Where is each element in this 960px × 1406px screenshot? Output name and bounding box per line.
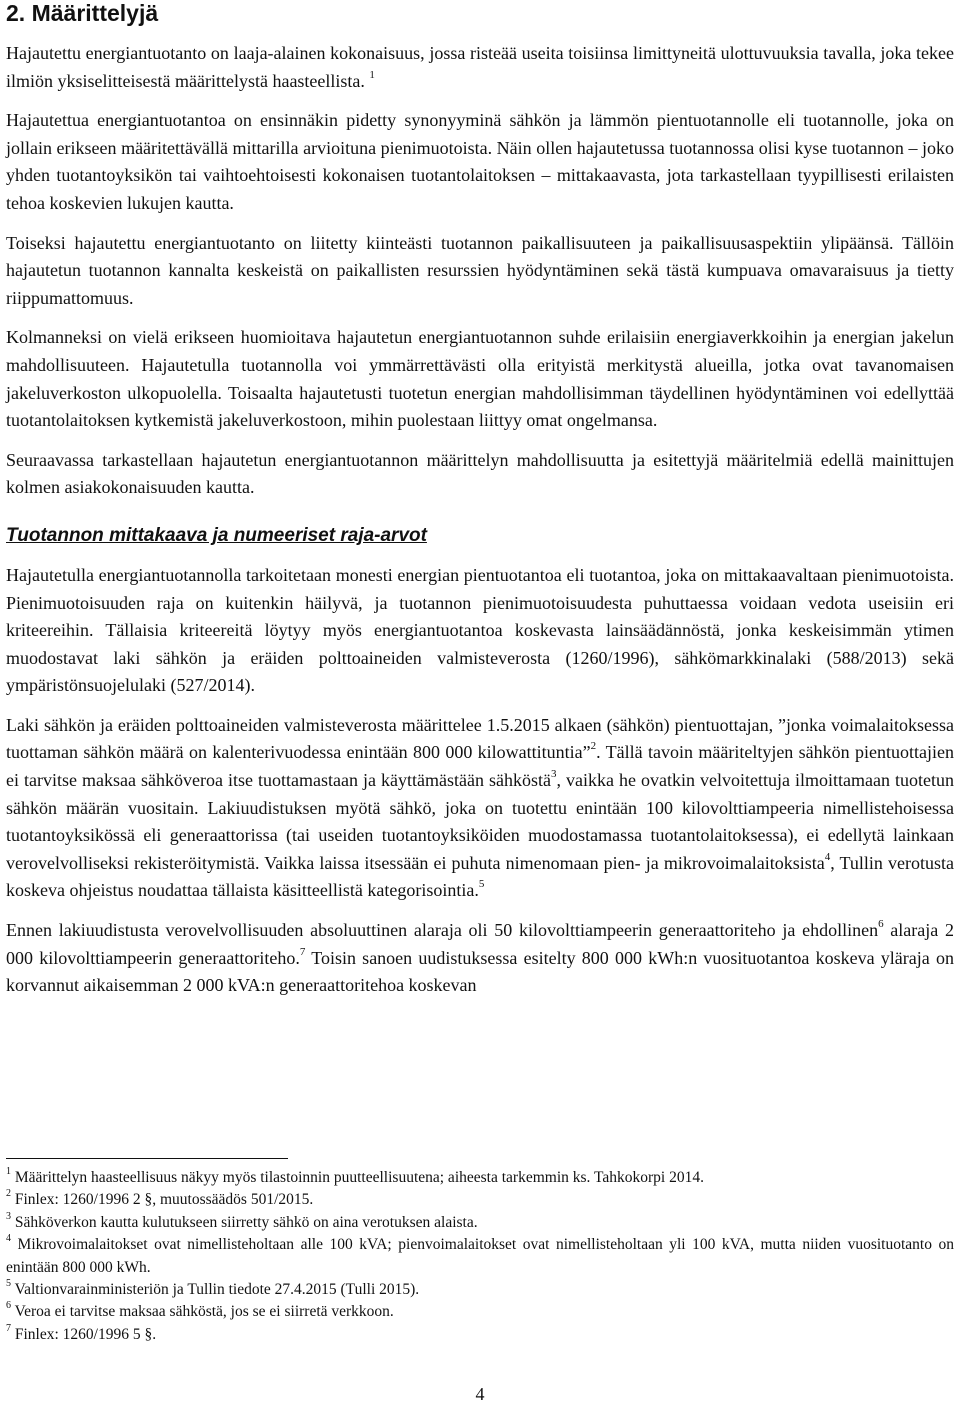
paragraph-8-text-a: Ennen lakiuudistusta verovelvollisuuden absoluuttinen alaraja oli 50 kilovolttiampeerin generaattoriteho ja ehdollinen: [6, 920, 879, 941]
footnote-number: 7: [6, 1322, 11, 1334]
footnote-2: [6, 1189, 954, 1211]
footnote-ref-7[interactable]: 7: [299, 945, 306, 958]
paragraph-7-text-b: . Tällä tavoin määriteltyjen sähkön pientuottajien ei tarvitse maksaa sähköveroa itse tuottamastaan ja käyttämästään sähköstä: [6, 742, 954, 791]
footnote-5: [6, 1279, 954, 1301]
footnote-ref-6[interactable]: 6: [878, 918, 884, 931]
footnote-text: Valtionvarainministeriön ja Tullin tiedote 27.4.2015 (Tulli 2015).: [14, 1281, 420, 1299]
footnote-text: Veroa ei tarvitse maksaa sähköstä, jos se ei siirretä verkkoon.: [14, 1303, 394, 1321]
footnote-text: Sähköverkon kautta kulutukseen siirretty sähkö on aina verotuksen alaista.: [14, 1213, 478, 1231]
footnotes: [6, 1158, 954, 1346]
paragraph-8: [6, 917, 954, 1000]
footnote-text: Finlex: 1260/1996 5 §.: [14, 1325, 157, 1343]
footnote-ref-4[interactable]: 4: [824, 850, 831, 863]
paragraph-8-text-b: alaraja 2 000 kilovolttiampeerin generaattoriteho.: [6, 920, 954, 968]
footnote-text: Mikrovoimalaitokset ovat nimellisteholtaan alle 100 kVA; pienvoimalaitokset ovat nimellisteholtaan yli 100 kVA, mutta niiden vuosituotanto on enintään 800 000 kWh.: [6, 1236, 955, 1276]
paragraph-7-text-a: Laki sähkön ja eräiden polttoaineiden valmisteverosta määrittelee 1.5.2015 alkaen (sähkön) pientuottajan, ”jonka voimalaitoksessa tuottaman sähkön määrä on kalenterivuodessa enintään 800 000 kilowattituntia”: [6, 714, 954, 763]
footnote-text: Määrittelyn haasteellisuus näkyy myös tilastoinnin puutteellisuutena; aiheesta tarkemmin ks. Tahkokorpi 2014.: [14, 1169, 704, 1186]
section-heading: 2. Määrittelyjä: [6, 0, 159, 26]
footnote-ref-5[interactable]: 5: [478, 878, 485, 891]
paragraph-2: Hajautettua energiantuotantoa on ensinnäkin pidetty synonyyminä sähkön ja lämmön pientuotannolle eli tuotannolle, joka on jollain erikseen määritettävällä mittarilla arvioituna pienimuotoista. Näin ollen hajautetussa tuotannossa olisi kyse tuotannon – joko yhden tuotantoyksikön tai vaihtoehtoisesti kokonaisen tuotantolaitoksen – mittakaavasta, jota tarkastellaan tyypillisesti erilaisten tehoa koskevien lukujen kautta.: [6, 110, 954, 213]
footnote-7: [6, 1324, 954, 1346]
paragraph-1: [6, 40, 954, 95]
footnote-3: [6, 1212, 954, 1234]
footnote-number: 2: [6, 1188, 11, 1200]
paragraph-8-text-c: Toisin sanoen uudistuksessa esitelty 800 000 kWh:n vuosituotantoa koskeva yläraja on korvannut aikaisemman 2 000 kVA:n generaattoritehoa koskevan: [6, 947, 954, 996]
footnote-divider: [6, 1158, 288, 1159]
footnote-number: 6: [6, 1300, 11, 1312]
paragraph-7: [6, 712, 954, 905]
footnote-ref-3[interactable]: 3: [550, 768, 557, 781]
paragraph-7-text-d: , Tullin verotusta koskeva ohjeistus noudattaa tällaista käsitteellistä kategorisointia.: [6, 852, 954, 901]
footnote-number: 4: [6, 1233, 11, 1245]
subsection-heading: Tuotannon mittakaava ja numeeriset raja-arvot: [6, 524, 427, 546]
paragraph-4: Kolmanneksi on vielä erikseen huomioitava hajautetun energiantuotannon suhde erilaisiin energiaverkkoihin ja energian jakelun mahdollisuuteen. Hajautetulla tuotannolla voi ymmärrettävästi olla erityistä merkitystä alueilla, jotka ovat tavanomaisen jakeluverkoston ulkopuolella. Toisaalta hajautetusti tuotetun energian mahdollisimman täydellinen hyödyntäminen voi edellyttää tuotantolaitoksen kytkemistä jakeluverkostoon, mihin puolestaan liittyy omat ongelmansa.: [6, 327, 954, 431]
footnote-ref-1[interactable]: 1: [369, 68, 375, 81]
document-page: [6, 0, 954, 1000]
footnote-4: [6, 1234, 954, 1279]
paragraph-3: Toiseksi hajautettu energiantuotanto on liitetty kiinteästi tuotannon paikallisuuteen ja paikallisuusaspektiin ylipäänsä. Tällöin hajautetun tuotannon kannalta keskeistä on paikallisten resurssien hyödyntäminen sekä tästä kumpuava omavaraisuus ja tietty riippumattomuus.: [6, 232, 954, 308]
footnote-text: Finlex: 1260/1996 2 §, muutossäädös 501/2015.: [14, 1191, 314, 1209]
paragraph-6: Hajautetulla energiantuotannolla tarkoitetaan monesti energian pientuotantoa eli tuotantoa, joka on mittakaavaltaan pienimuotoista. Pienimuotoisuuden raja on kuitenkin häilyvä, ja tuotannon pienimuotoisuudesta puhuttaessa voidaan vedota useisiin eri kriteereihin. Tällaisia kriteereitä löytyy myös energiantuotantoa koskevasta lainsäädännöstä, jonka keskeisimmän ytimen muodostavat laki sähkön ja eräiden polttoaineiden valmisteverosta (1260/1996), sähkömarkkinalaki (588/2013) sekä ympäristönsuojelulaki (527/2014).: [6, 564, 954, 696]
page-number: 4: [475, 1384, 485, 1404]
paragraph-7-text-c: , vaikka he ovatkin velvoitettuja ilmoittamaan tuotetun sähkön määrän vuositain. Lakiuudistuksen myötä sähkö, joka on tuotettu enintään 100 kilovolttiampeeria nimellistehoisessa tuotantoyksikössä eli generaattorissa (tai useiden tuotantoyksiköiden muodostamassa tuotantolaitoksessa), ei edellytä lainkaan verovelvolliseksi rekisteröitymistä. Vaikka laissa itsessään ei puhuta nimenomaan pien- ja mikrovoimalaitoksista: [6, 770, 955, 873]
footnote-ref-2[interactable]: 2: [590, 740, 597, 753]
footnote-number: 5: [6, 1277, 11, 1289]
footnote-number: 3: [6, 1210, 11, 1222]
paragraph-1-text: Hajautettu energiantuotanto on laaja-alainen kokonaisuus, jossa risteää useita toisiinsa limittyneitä ulottuvuuksia tavalla, joka tekee ilmiön yksiselitteisestä määrittelystä haasteellista.: [6, 43, 954, 91]
footnote-6: [6, 1301, 954, 1323]
footnote-number: 1: [6, 1165, 11, 1177]
footnote-1: [6, 1167, 954, 1189]
paragraph-5: Seuraavassa tarkastellaan hajautetun energiantuotannon määrittelyn mahdollisuutta ja esitettyjä määritelmiä edellä mainittujen kolmen asiakokonaisuuden kautta.: [6, 449, 954, 498]
